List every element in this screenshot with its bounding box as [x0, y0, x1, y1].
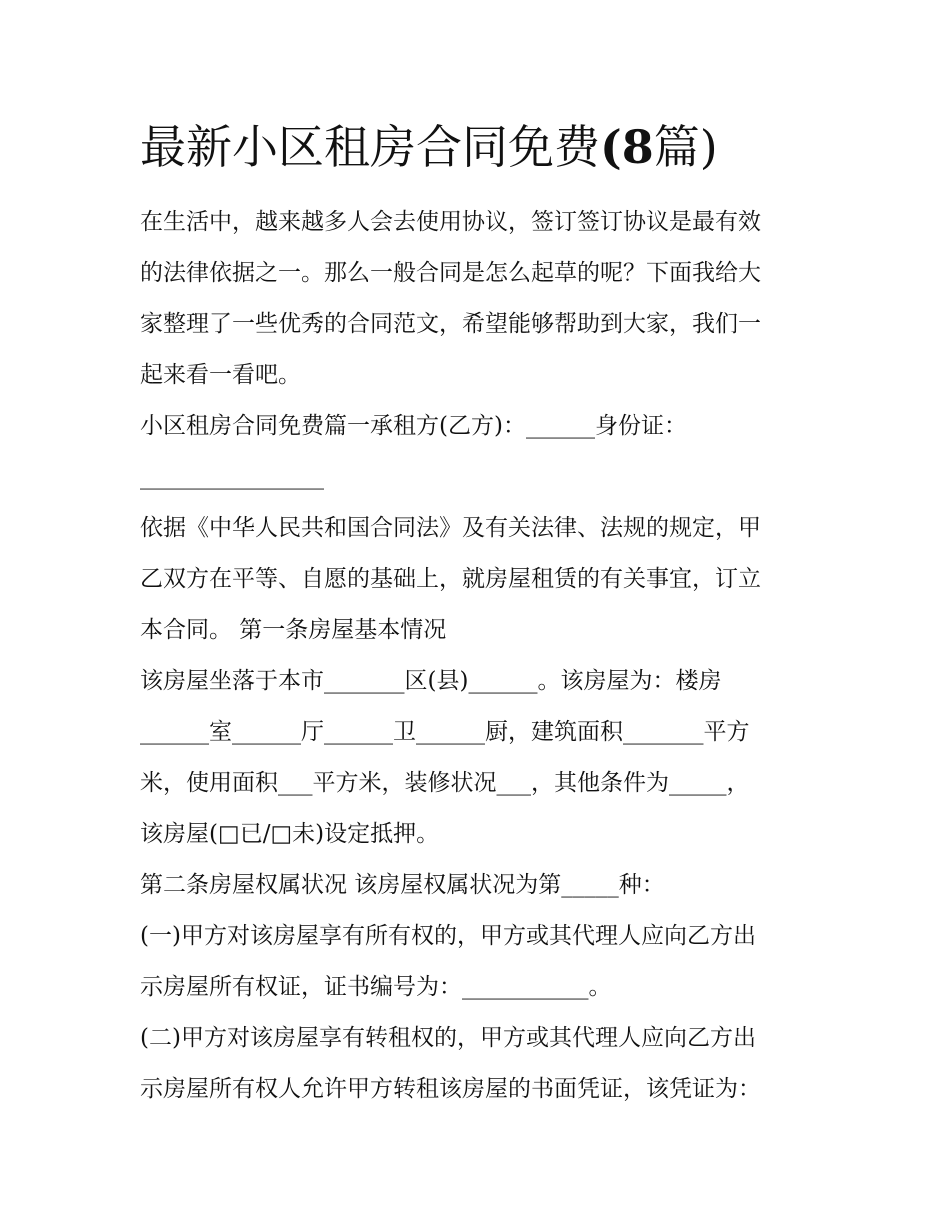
document-title — [140, 112, 718, 182]
title-count: (8 — [600, 120, 654, 174]
body-line: 示房屋所有权证，证书编号为：___________。 — [140, 974, 612, 1000]
body-line: (二)甲方对该房屋享有转租权的，甲方或其代理人应向乙方出 — [140, 1025, 756, 1051]
document-body — [140, 197, 820, 1115]
body-line: 起来看一看吧。 — [140, 362, 301, 388]
body-line: 米，使用面积___平方米，装修状况___，其他条件为_____， — [140, 770, 750, 796]
body-line: 示房屋所有权人允许甲方转租该房屋的书面凭证，该凭证为： — [140, 1076, 761, 1102]
body-line: 依据《中华人民共和国合同法》及有关法律、法规的规定，甲 — [140, 515, 761, 541]
title-suffix: 篇) — [653, 120, 718, 174]
title-text: 最新小区租房合同免费 — [140, 120, 600, 174]
body-line: 乙双方在平等、自愿的基础上，就房屋租赁的有关事宜，订立 — [140, 566, 761, 592]
body-line: 第二条房屋权属状况 该房屋权属状况为第_____种： — [140, 872, 665, 898]
body-line: 小区租房合同免费篇一承租方(乙方)：______身份证： — [140, 413, 687, 439]
body-line: 该房屋坐落于本市_______区(县)______。该房屋为：楼房 — [140, 668, 722, 694]
body-line: 的法律依据之一。那么一般合同是怎么起草的呢？下面我给大 — [140, 260, 761, 286]
body-line: 该房屋(□已/□未)设定抵押。 — [140, 821, 440, 847]
body-line: 家整理了一些优秀的合同范文，希望能够帮助到大家，我们一 — [140, 311, 761, 337]
body-line: 在生活中，越来越多人会去使用协议，签订签订协议是最有效 — [140, 209, 761, 235]
body-line: (一)甲方对该房屋享有所有权的，甲方或其代理人应向乙方出 — [140, 923, 756, 949]
body-line: 本合同。 第一条房屋基本情况 — [140, 617, 447, 643]
body-line: ______室______厅______卫______厨，建筑面积_______平方 — [140, 719, 750, 745]
body-line: ________________ — [140, 464, 324, 490]
